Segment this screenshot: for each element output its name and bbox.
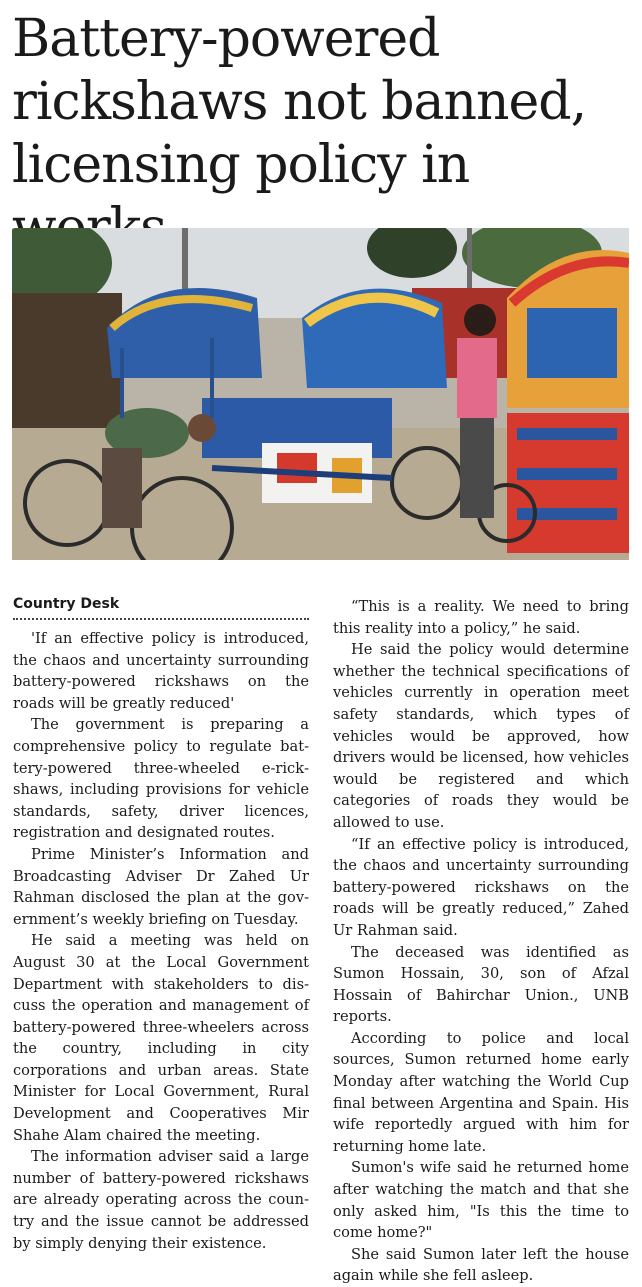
article-column-right bbox=[333, 596, 629, 1287]
article-column-left bbox=[13, 594, 309, 1254]
body-paragraph: The information adviser said a large number of battery-powered rickshaws are already operating across the country and the issue cannot be addressed by simply denying their existence. bbox=[13, 1148, 309, 1252]
body-paragraph: Sumon's wife said he returned home after watching the match and that she only asked him, "Is this the time to come home?" bbox=[333, 1159, 629, 1242]
byline: Country Desk bbox=[13, 594, 309, 620]
body-paragraph: The government is preparing a comprehensive policy to regulate battery-powered three-wheeled e-rickshaws, including provisions for vehicle standards, safety, driver licences, registration and designated routes. bbox=[13, 716, 309, 842]
body-paragraph: According to police and local sources, Sumon returned home early Monday after watching the World Cup final between Argentina and Spain. His wife reportedly argued with him for returning home late. bbox=[333, 1029, 629, 1155]
body-paragraph: “If an effective policy is introduced, the chaos and uncertainty surrounding battery-powered rickshaws on the roads will be greatly reduced,” Zahed Ur Rahman said. bbox=[333, 835, 629, 939]
body-paragraph: “This is a reality. We need to bring this reality into a policy,” he said. bbox=[333, 598, 629, 637]
rickshaw-photo-drawing bbox=[12, 228, 629, 560]
body-paragraph: Prime Minister’s Information and Broadcasting Adviser Dr Zahed Ur Rahman disclosed the plan at the government’s weekly briefing on Tuesday. bbox=[13, 845, 309, 928]
headline: Battery-powered rickshaws not banned, licensing policy in bbox=[12, 9, 587, 195]
pull-quote: 'If an effective policy is introduced, the chaos and uncertainty surrounding battery-powered rickshaws on the roads will be greatly reduced' bbox=[13, 630, 309, 712]
rickshaw-photo bbox=[12, 228, 629, 560]
body-paragraph: He said a meeting was held on August 30 at the Local Government Department with stakeholders to discuss the operation and management of battery-powered three-wheelers across the country, including in city corporations and urban areas. State Minister for Local Government, Rural Development and Cooperatives Mir Shahe Alam chaired the meeting. bbox=[13, 932, 309, 1144]
body-paragraph: The deceased was identified as Sumon Hossain, 30, son of Afzal Hossain of Bahirchar Union., UNB reports. bbox=[333, 943, 629, 1026]
body-paragraph: She said Sumon later left the house again while she fell asleep. bbox=[333, 1245, 629, 1285]
body-paragraph: He said the policy would determine whether the technical specifications of vehicles currently in operation meet safety standards, which types of vehicles would be approved, how drivers would be licensed, how vehicles would be registered and which categories of roads they would be allowed to use. bbox=[333, 641, 629, 831]
